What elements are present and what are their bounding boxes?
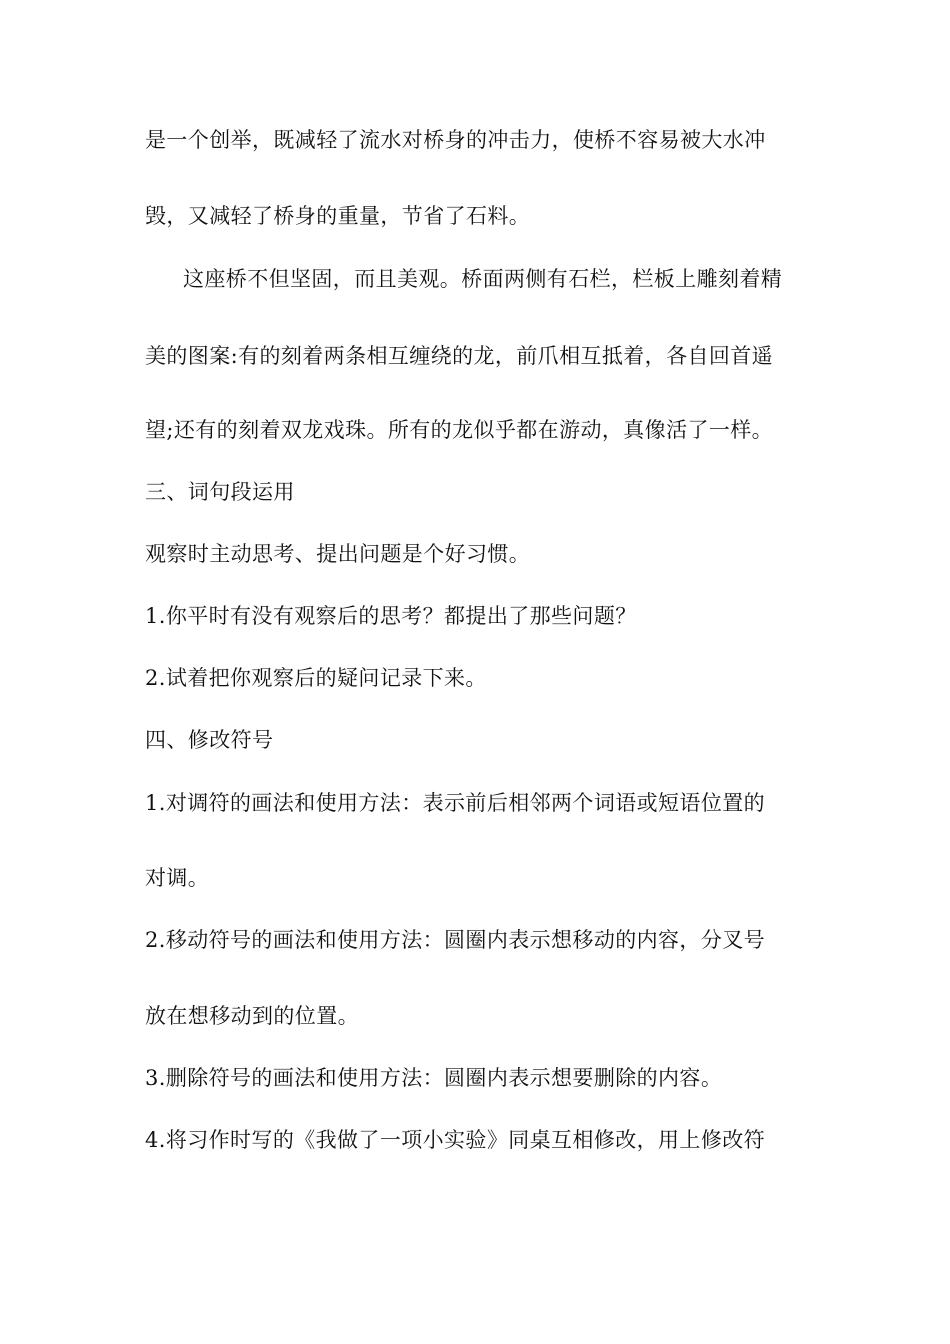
list-item-5: 3.删除符号的画法和使用方法：圆圈内表示想要删除的内容。 [145,1066,723,1090]
section-heading-3: 三、词句段运用 [145,480,295,504]
text-line-4: 美的图案:有的刻着两条相互缠绕的龙，前爪相互抵着，各自回首遥 [145,344,774,368]
text-line-2: 毁，又减轻了桥身的重量，节省了石料。 [145,204,531,228]
text-line-14: 放在想移动到的位置。 [145,1004,359,1028]
text-line-7: 观察时主动思考、提出问题是个好习惯。 [145,542,531,566]
list-item-2: 2.试着把你观察后的疑问记录下来。 [145,666,487,690]
list-item-1: 1.你平时有没有观察后的思考？都提出了那些问题？ [145,604,637,628]
text-line-1: 是一个创举，既减轻了流水对桥身的冲击力，使桥不容易被大水冲 [145,128,766,152]
paragraph-start-line-3: 这座桥不但坚固，而且美观。桥面两侧有石栏，栏板上雕刻着精 [183,267,783,291]
section-heading-4: 四、修改符号 [145,728,274,752]
list-item-4: 2.移动符号的画法和使用方法：圆圈内表示想移动的内容，分叉号 [145,928,766,952]
list-item-6: 4.将习作时写的《我做了一项小实验》同桌互相修改，用上修改符 [145,1128,766,1152]
text-line-12: 对调。 [145,866,210,890]
text-line-5: 望;还有的刻着双龙戏珠。所有的龙似乎都在游动，真像活了一样。 [145,418,774,442]
list-item-3: 1.对调符的画法和使用方法：表示前后相邻两个词语或短语位置的 [145,791,766,815]
